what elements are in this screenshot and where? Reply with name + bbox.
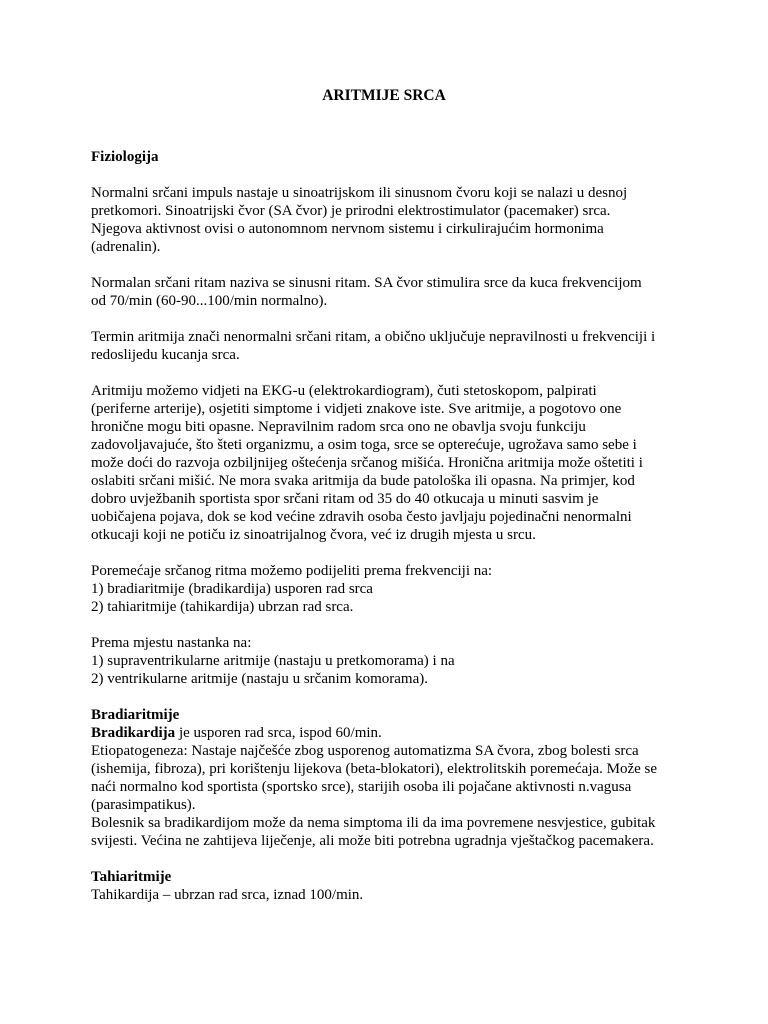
text-line: (adrenalin). [91, 239, 161, 255]
text-line: Normalan srčani ritam naziva se sinusni ritam. SA čvor stimulira srce da kuca frekvencijom [91, 275, 642, 291]
heading-fiziologija: Fiziologija [91, 149, 159, 165]
paragraph-arrhythmia-detection [91, 382, 691, 544]
bradikardija-term: Bradikardija [91, 725, 176, 741]
text-line: od 70/min (60-90...100/min normalno). [91, 293, 328, 309]
list-item: 1) supraventrikularne aritmije (nastaju u pretkomorama) i na [91, 653, 455, 669]
text-line: Bolesnik sa bradikardijom može da nema simptoma ili da ima povremene nesvjestice, gubitak [91, 815, 656, 831]
paragraph-classification-frequency [91, 562, 691, 616]
paragraph-classification-location [91, 634, 691, 688]
text-line: (periferne arterije), osjetiti simptome i vidjeti znakove iste. Sve aritmije, a pogotovo one [91, 401, 622, 417]
heading-bradiaritmije: Bradiaritmije [91, 707, 180, 723]
text-line: pretkomori. Sinoatrijski čvor (SA čvor) je prirodni elektrostimulator (pacemaker) srca. [91, 203, 611, 219]
bradikardija-def-text: je usporen rad srca, ispod 60/min. [175, 725, 382, 741]
text-line: redoslijedu kucanja srca. [91, 347, 240, 363]
text-line: dobro uvježbanih sportista spor srčani ritam od 35 do 40 otkucaja u minuti sasvim je [91, 491, 599, 507]
text-line: može doći do razvoja ozbiljnijeg oštećenja srčanog mišića. Hronična aritmija može oštetiti i [91, 455, 643, 471]
text-line: hronične mogu biti opasne. Nepravilnim radom srca ono ne obavlja svoju funkciju [91, 419, 586, 435]
document-body [91, 148, 691, 922]
text-line: Tahikardija – ubrzan rad srca, iznad 100/min. [91, 887, 364, 903]
text-line: naći normalno kod sportista (sportsko srce), starijih osoba ili pojačane aktivnosti n.vagusa [91, 779, 632, 795]
text-line: Poremećaje srčanog ritma možemo podijeliti prema frekvenciji na: [91, 563, 493, 579]
text-line: uobičajena pojava, dok se kod većine zdravih osoba često javljaju pojedinačni nenormalni [91, 509, 632, 525]
list-item: 2) tahiaritmije (tahikardija) ubrzan rad srca. [91, 599, 354, 615]
list-item: 1) bradiaritmije (bradikardija) usporen rad srca [91, 581, 373, 597]
document-title: ARITMIJE SRCA [322, 87, 446, 104]
text-line: zadovoljavajuće, što šteti organizmu, a osim toga, srce se opterećuje, ugrožava samo sebe i [91, 437, 637, 453]
text-line: otkucaji koji ne potiču iz sinoatrijalnog čvora, već iz drugih mjesta u srcu. [91, 527, 536, 543]
paragraph-arrhythmia-definition [91, 328, 691, 364]
section-tahiaritmije [91, 868, 691, 904]
text-line: (parasimpatikus). [91, 797, 196, 813]
text-line: Etiopatogeneza: Nastaje najčešće zbog usporenog automatizma SA čvora, zbog bolesti srca [91, 743, 639, 759]
heading-tahiaritmije: Tahiaritmije [91, 869, 172, 885]
text-line: Prema mjestu nastanka na: [91, 635, 252, 651]
bradikardija-definition [91, 724, 691, 742]
paragraph-sinus-rhythm [91, 274, 691, 310]
text-line: svijesti. Većina ne zahtijeva liječenje, ali može biti potrebna ugradnja vještačkog pacemakera. [91, 833, 654, 849]
text-line: oslabiti srčani mišić. Ne mora svaka aritmija da bude patološka ili opasna. Na primjer, kod [91, 473, 635, 489]
text-line: Normalni srčani impuls nastaje u sinoatrijskom ili sinusnom čvoru koji se nalazi u desnoj [91, 185, 628, 201]
text-line: (ishemija, fibroza), pri korištenju lijekova (beta-blokatori), elektrolitskih poremećaja. Može se [91, 761, 658, 777]
section-bradiaritmije [91, 706, 691, 850]
text-line: Aritmiju možemo vidjeti na EKG-u (elektrokardiogram), čuti stetoskopom, palpirati [91, 383, 597, 399]
list-item: 2) ventrikularne aritmije (nastaju u srčanim komorama). [91, 671, 428, 687]
text-line: Njegova aktivnost ovisi o autonomnom nervnom sistemu i cirkulirajućim hormonima [91, 221, 604, 237]
paragraph-normal-impulse [91, 184, 691, 256]
text-line: Termin aritmija znači nenormalni srčani ritam, a obično uključuje nepravilnosti u frekvenciji i [91, 329, 656, 345]
